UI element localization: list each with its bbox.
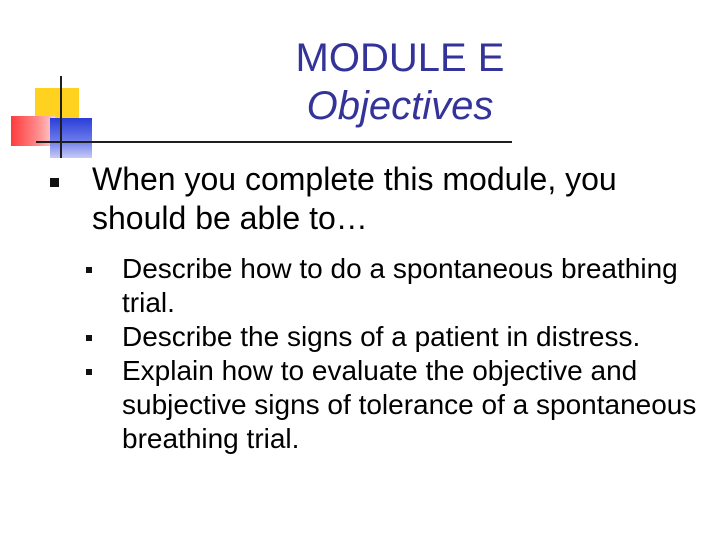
sub-bullet-text: Describe how to do a spontaneous breathing trial.: [122, 253, 678, 318]
decorative-vertical-line: [60, 76, 62, 158]
square-bullet-icon: [50, 178, 59, 187]
decorative-horizontal-line: [36, 141, 512, 143]
sub-bullet-item: [86, 320, 706, 354]
decorative-blue-square: [50, 118, 92, 158]
sub-bullet-text: Describe the signs of a patient in distress.: [122, 321, 641, 352]
title-line-1: MODULE E: [295, 36, 505, 80]
sub-bullet-item: [86, 354, 706, 456]
main-bullet-text: When you complete this module, you should be able to…: [92, 161, 617, 236]
sub-bullet-item: [86, 252, 706, 320]
title-line-2: Objectives: [306, 84, 494, 128]
small-square-bullet-icon: [86, 369, 92, 375]
small-square-bullet-icon: [86, 335, 92, 341]
small-square-bullet-icon: [86, 267, 92, 273]
slide-title: [270, 34, 530, 130]
sub-bullet-list: [86, 252, 706, 456]
sub-bullet-text: Explain how to evaluate the objective and subjective signs of tolerance of a spontaneous breathing trial.: [122, 355, 697, 454]
